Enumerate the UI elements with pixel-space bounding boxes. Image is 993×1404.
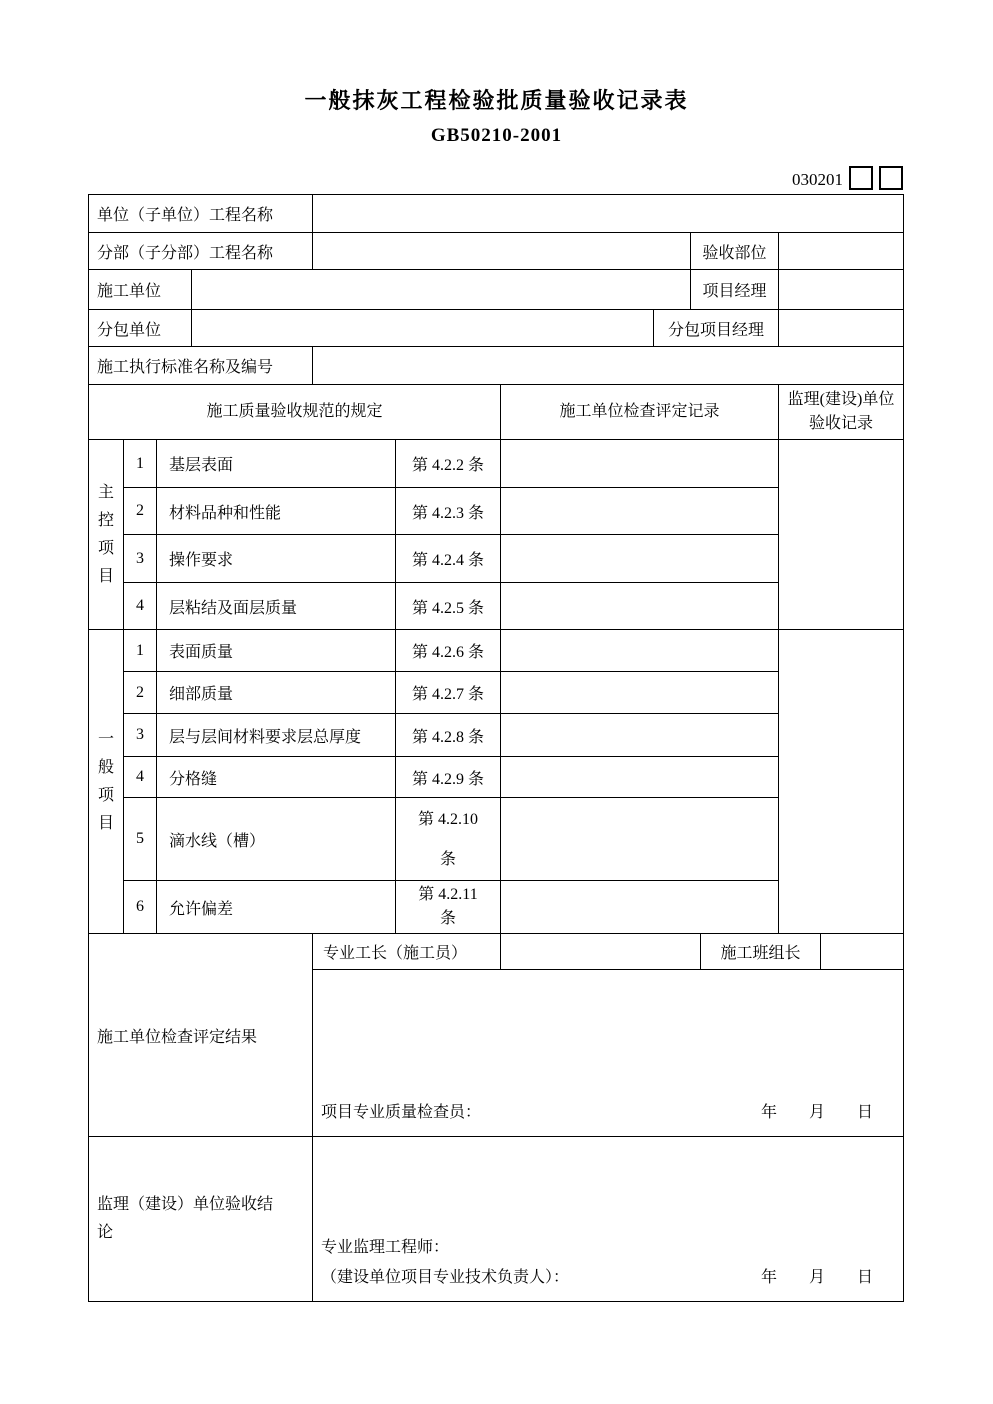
item-name: 材料品种和性能 <box>157 488 396 535</box>
execution-standard-label: 施工执行标准名称及编号 <box>89 347 313 385</box>
inspection-record-cell[interactable] <box>501 798 779 881</box>
item-name: 表面质量 <box>157 630 396 672</box>
subdivision-project-name-label: 分部（子分部）工程名称 <box>89 233 313 270</box>
item-article: 第 4.2.5 条 <box>396 583 501 630</box>
code-box-2[interactable] <box>879 166 903 190</box>
item-number: 5 <box>124 798 157 881</box>
table-row <box>89 270 904 310</box>
subdivision-project-name-value[interactable] <box>313 233 691 270</box>
standard-number: GB50210-2001 <box>430 125 563 146</box>
owner-representative-label: （建设单位项目专业技术负责人）： <box>321 1269 570 1286</box>
inspection-record-cell[interactable] <box>501 535 779 583</box>
contractor-check-header: 施工单位检查评定记录 <box>501 385 779 440</box>
table-row <box>89 195 904 233</box>
date-fields <box>761 1263 873 1293</box>
form-code: 030201 <box>792 170 843 189</box>
results-table <box>88 933 904 1302</box>
inspection-record-cell[interactable] <box>501 881 779 934</box>
date-month: 月 <box>808 1269 825 1286</box>
project-manager-value[interactable] <box>779 270 904 310</box>
inspection-record-cell[interactable] <box>501 488 779 535</box>
date-year: 年 <box>760 1104 777 1121</box>
item-article: 第 4.2.9 条 <box>396 757 501 798</box>
item-article-line2: 条 <box>440 910 457 927</box>
item-number: 4 <box>124 583 157 630</box>
table-row <box>89 385 904 440</box>
general-group-label: 一般项目 <box>89 630 124 934</box>
item-article: 第 4.2.6 条 <box>396 630 501 672</box>
subcontractor-value[interactable] <box>192 310 654 347</box>
inspection-record-cell[interactable] <box>501 440 779 488</box>
unit-project-name-value[interactable] <box>313 195 904 233</box>
construction-unit-label: 施工单位 <box>89 270 192 310</box>
page-title: 一般抹灰工程检验批质量验收记录表 <box>304 88 689 113</box>
table-row <box>89 1137 904 1302</box>
table-row <box>89 347 904 385</box>
supervisor-conclusion-label: 监理（建设）单位验收结论 <box>89 1137 313 1302</box>
supervision-record-cell[interactable] <box>779 440 904 630</box>
item-name: 滴水线（槽） <box>157 798 396 881</box>
subcontract-manager-label: 分包项目经理 <box>654 310 779 347</box>
item-article-line1: 第 4.2.11 <box>418 886 478 903</box>
code-box-1[interactable] <box>849 166 873 190</box>
supervisor-conclusion-area[interactable] <box>313 1137 904 1302</box>
item-name: 操作要求 <box>157 535 396 583</box>
table-row <box>89 934 904 970</box>
item-name: 细部质量 <box>157 672 396 714</box>
project-info-table <box>88 194 904 385</box>
item-article: 第 4.2.8 条 <box>396 714 501 757</box>
item-number: 1 <box>124 630 157 672</box>
acceptance-part-value[interactable] <box>779 233 904 270</box>
table-row <box>89 440 904 488</box>
foreman-value[interactable] <box>501 934 701 970</box>
item-number: 2 <box>124 672 157 714</box>
crew-leader-value[interactable] <box>821 934 904 970</box>
item-article: 第 4.2.4 条 <box>396 535 501 583</box>
construction-unit-value[interactable] <box>192 270 691 310</box>
date-year: 年 <box>760 1269 777 1286</box>
date-month: 月 <box>808 1104 825 1121</box>
table-row <box>89 630 904 672</box>
contractor-result-label: 施工单位检查评定结果 <box>89 934 313 1137</box>
table-row <box>89 233 904 270</box>
inspection-record-cell[interactable] <box>501 714 779 757</box>
spec-requirements-header: 施工质量验收规范的规定 <box>89 385 501 440</box>
form-code-row <box>88 166 903 194</box>
item-article: 第 4.2.3 条 <box>396 488 501 535</box>
item-number: 3 <box>124 535 157 583</box>
project-manager-label: 项目经理 <box>691 270 779 310</box>
item-name: 分格缝 <box>157 757 396 798</box>
execution-standard-value[interactable] <box>313 347 904 385</box>
item-article-line1: 第 4.2.10 <box>418 811 479 828</box>
date-fields <box>761 1098 873 1128</box>
table-row <box>89 310 904 347</box>
item-name: 层与层间材料要求层总厚度 <box>157 714 396 757</box>
supervisor-record-header: 监理(建设)单位验收记录 <box>779 385 904 440</box>
acceptance-part-label: 验收部位 <box>691 233 779 270</box>
quality-inspector-label: 项目专业质量检查员： <box>321 1104 482 1121</box>
inspection-items-table <box>88 384 904 934</box>
supervision-record-cell[interactable] <box>779 630 904 934</box>
date-day: 日 <box>856 1269 873 1286</box>
foreman-label: 专业工长（施工员） <box>313 934 501 970</box>
item-number: 2 <box>124 488 157 535</box>
inspection-record-cell[interactable] <box>501 630 779 672</box>
inspection-record-cell[interactable] <box>501 757 779 798</box>
item-number: 1 <box>124 440 157 488</box>
item-article: 第 4.2.7 条 <box>396 672 501 714</box>
subcontractor-label: 分包单位 <box>89 310 192 347</box>
crew-leader-label: 施工班组长 <box>701 934 821 970</box>
item-number: 3 <box>124 714 157 757</box>
subcontract-manager-value[interactable] <box>779 310 904 347</box>
inspection-record-cell[interactable] <box>501 583 779 630</box>
inspection-record-cell[interactable] <box>501 672 779 714</box>
supervising-engineer-label: 专业监理工程师： <box>321 1239 450 1256</box>
item-number: 4 <box>124 757 157 798</box>
item-number: 6 <box>124 881 157 934</box>
unit-project-name-label: 单位（子单位）工程名称 <box>89 195 313 233</box>
item-name: 基层表面 <box>157 440 396 488</box>
item-article: 第 4.2.2 条 <box>396 440 501 488</box>
item-article <box>396 798 501 881</box>
contractor-result-area[interactable] <box>313 970 904 1137</box>
item-name: 允许偏差 <box>157 881 396 934</box>
date-day: 日 <box>856 1104 873 1121</box>
item-article-line2: 条 <box>440 851 457 868</box>
item-article <box>396 881 501 934</box>
main-control-group-label: 主控项目 <box>89 440 124 630</box>
item-name: 层粘结及面层质量 <box>157 583 396 630</box>
